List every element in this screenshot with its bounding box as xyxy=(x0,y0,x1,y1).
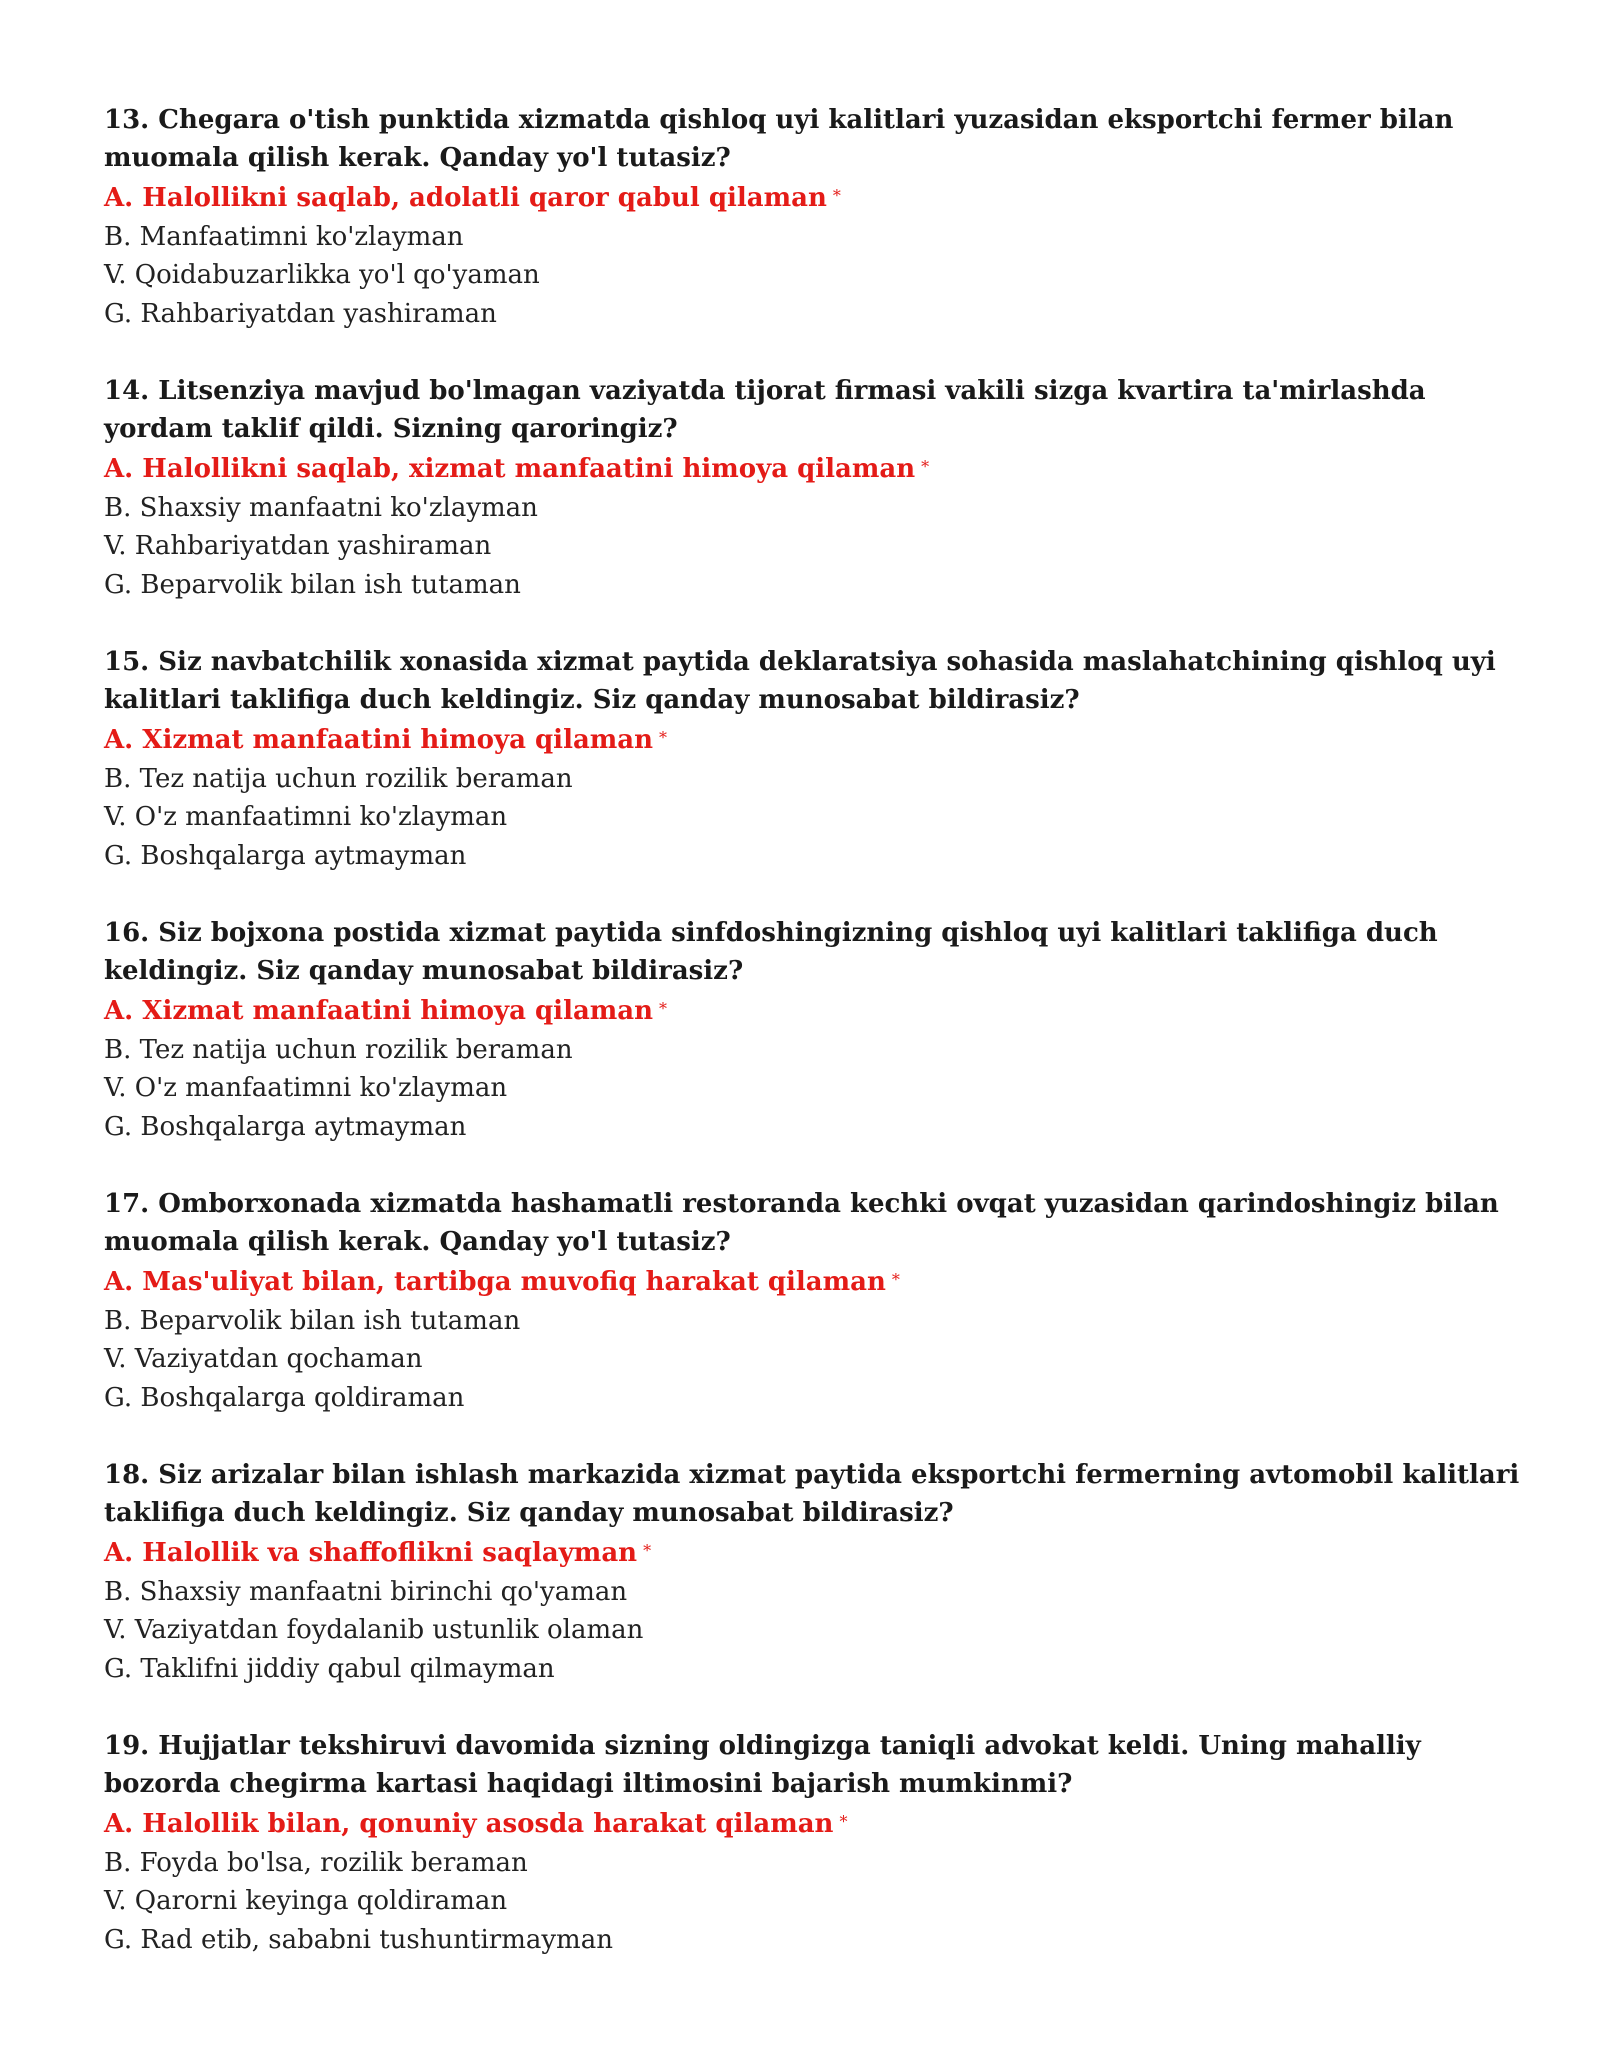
answer-option: B. Beparvolik bilan ish tutaman xyxy=(104,1305,521,1336)
question-block xyxy=(104,1456,1524,1688)
question-title: 14. Litsenziya mavjud bo'lmagan vaziyatda tijorat firmasi vakili sizga kvartira ta'mirlashda yordam taklif qildi. Sizning qaroringiz? xyxy=(104,376,1426,444)
question-block xyxy=(104,643,1524,875)
question-block xyxy=(104,1727,1524,1959)
correct-marker-icon: * xyxy=(643,1541,652,1560)
answer-option: B. Foyda bo'lsa, rozilik beraman xyxy=(104,1847,528,1878)
answer-option: G. Beparvolik bilan ish tutaman xyxy=(104,569,521,600)
correct-marker-icon: * xyxy=(832,186,841,205)
answer-option: V. Qoidabuzarlikka yo'l qo'yaman xyxy=(104,260,540,290)
question-title: 19. Hujjatlar tekshiruvi davomida sizning oldingizga taniqli advokat keldi. Uning mahalliy bozorda chegirma kartasi haqidagi iltimosini bajarish mumkinmi? xyxy=(104,1731,1421,1799)
answer-text: A. Xizmat manfaatini himoya qilaman xyxy=(104,996,654,1026)
answer-text: A. Halollikni saqlab, xizmat manfaatini himoya qilaman xyxy=(104,454,916,484)
answer-option: V. Qarorni keyinga qoldiraman xyxy=(104,1886,508,1916)
question-block xyxy=(104,914,1524,1146)
answer-option: V. O'z manfaatimni ko'zlayman xyxy=(104,1073,508,1103)
answer-option: V. Vaziyatdan qochaman xyxy=(104,1344,423,1374)
question-list xyxy=(104,101,1524,1998)
answer-text: A. Halollikni saqlab, adolatli qaror qabul qilaman xyxy=(104,183,827,213)
answer-option: G. Rad etib, sababni tushuntirmayman xyxy=(104,1924,613,1955)
answer-option: B. Tez natija uchun rozilik beraman xyxy=(104,763,573,794)
answer-option: V. Rahbariyatdan yashiraman xyxy=(104,531,492,561)
question-title: 18. Siz arizalar bilan ishlash markazida xizmat paytida eksportchi fermerning avtomobil kalitlari taklifiga duch keldingiz. Siz qanday munosabat bildirasiz? xyxy=(104,1460,1520,1528)
correct-marker-icon: * xyxy=(921,457,930,476)
correct-marker-icon: * xyxy=(659,728,668,747)
question-title: 16. Siz bojxona postida xizmat paytida sinfdoshingizning qishloq uyi kalitlari taklifiga duch keldingiz. Siz qanday munosabat bildirasiz? xyxy=(104,918,1438,986)
answer-option: G. Rahbariyatdan yashiraman xyxy=(104,298,497,329)
question-title: 17. Omborxonada xizmatda hashamatli restoranda kechki ovqat yuzasidan qarindoshingiz bilan muomala qilish kerak. Qanday yo'l tutasiz? xyxy=(104,1189,1499,1257)
question-title: 15. Siz navbatchilik xonasida xizmat paytida deklaratsiya sohasida maslahatchining qishloq uyi kalitlari taklifiga duch keldingiz. Siz qanday munosabat bildirasiz? xyxy=(104,647,1496,715)
answer-option-correct xyxy=(104,1805,1524,1844)
answer-option: G. Boshqalarga aytmayman xyxy=(104,1111,467,1142)
answer-option: B. Tez natija uchun rozilik beraman xyxy=(104,1034,573,1065)
answer-option-correct xyxy=(104,179,1524,218)
correct-marker-icon: * xyxy=(839,1812,848,1831)
answer-option-correct xyxy=(104,721,1524,760)
answer-option-correct xyxy=(104,1263,1524,1302)
answer-option: V. O'z manfaatimni ko'zlayman xyxy=(104,802,508,832)
answer-option: G. Boshqalarga aytmayman xyxy=(104,840,467,871)
question-block xyxy=(104,101,1524,333)
answer-option: V. Vaziyatdan foydalanib ustunlik olaman xyxy=(104,1615,644,1645)
answer-text: A. Halollik bilan, qonuniy asosda harakat qilaman xyxy=(104,1809,834,1839)
answer-option: B. Shaxsiy manfaatni birinchi qo'yaman xyxy=(104,1576,628,1607)
answer-option-correct xyxy=(104,450,1524,489)
answer-option: G. Boshqalarga qoldiraman xyxy=(104,1382,465,1413)
correct-marker-icon: * xyxy=(891,1270,900,1289)
answer-text: A. Xizmat manfaatini himoya qilaman xyxy=(104,725,654,755)
answer-text: A. Halollik va shaffoflikni saqlayman xyxy=(104,1538,638,1568)
answer-option-correct xyxy=(104,992,1524,1031)
question-title: 13. Chegara o'tish punktida xizmatda qishloq uyi kalitlari yuzasidan eksportchi fermer bilan muomala qilish kerak. Qanday yo'l tutasiz? xyxy=(104,105,1454,173)
answer-option-correct xyxy=(104,1534,1524,1573)
question-block xyxy=(104,1185,1524,1417)
correct-marker-icon: * xyxy=(659,999,668,1018)
question-block xyxy=(104,372,1524,604)
answer-option: B. Manfaatimni ko'zlayman xyxy=(104,221,464,252)
answer-option: G. Taklifni jiddiy qabul qilmayman xyxy=(104,1653,555,1684)
answer-text: A. Mas'uliyat bilan, tartibga muvofiq harakat qilaman xyxy=(104,1267,886,1297)
answer-option: B. Shaxsiy manfaatni ko'zlayman xyxy=(104,492,538,523)
